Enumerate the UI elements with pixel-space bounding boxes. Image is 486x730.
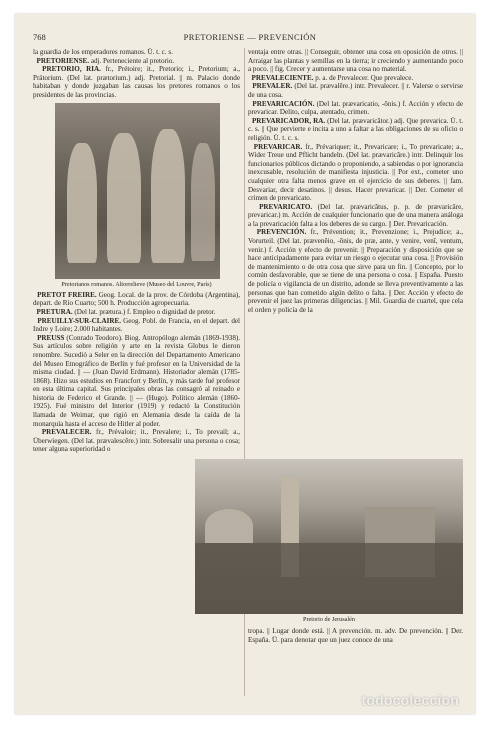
right-column (248, 48, 463, 314)
entry-prevaleciente (248, 74, 463, 83)
watermark-text: todocoleccion (361, 692, 459, 708)
entry-prevaricador (248, 117, 463, 143)
book-page (15, 14, 475, 714)
figure-jerusalem (195, 459, 463, 623)
left-column (33, 48, 240, 454)
entry-pretoriense (33, 57, 240, 66)
definition: fr., Prévariquer; it., Prevaricare; i., To prevaricate; a., Wider Treue und Pflicht handeln. (Del lat. prævaricāre.) intr. Delinquir los funcionarios públicos dictando o proponiendo, a sabiendas o por ignorancia inexcusable, resolución de manifiesta injusticia. || Por ext., cometer uno cualquier otra falta menos grave en el ejercicio de sus deberes. || fam. Desvariar, decir desatinos. || desus. Hacer prevaricar. || Der. Cometer el crimen de prevaricato. (248, 142, 463, 203)
definition: (Del lat. prætura.) f. Empleo o dignidad de pretor. (74, 307, 216, 316)
headword: PRETORIENSE. (36, 56, 90, 65)
entry-continuation: ventaja entre otras. || Conseguir, obtener una cosa en oposición de otros. || Arraigar las plantas y semillas en la tierra; ir creciendo y aumentando poco a poco. || fig. Crecer y aumentarse una cosa no material. (248, 48, 463, 74)
headword: PRETORIO, RIA. (42, 65, 101, 74)
definition: (Conrado Teodoro). Biog. Antropólogo alemán (1869-1938). Sus artículos sobre religión y arte en la revista Globus le dieron renombre. Sucedió a Seler en la dirección del Departamento Americano del Museo Etnográfico de Berlín y fué profesor en la Universidad de la misma ciudad. || — (Juan David Erdmann). Historiador alemán (1785-1868). Hizo sus estudios en Francfort y Berlín, y más tarde fué profesor en esta última capital. Sus principales obras las consagró al reinado e historia de Federico el Grande. || — (Hugo). Político alemán (1860-1925). Fué ministro del Interior (1919) y redactó la Constitución llamada de Weimar, que rigió en Alemania desde la caída de la monarquía hasta el acceso de Hitler al poder. (33, 333, 240, 428)
definition: Geog. Pobl. de Francia, en el depart. del Indre y Loire; 2.000 habitantes. (33, 316, 240, 334)
page-header (33, 32, 467, 44)
definition: (Del lat. prævalēre.) intr. Prevalecer. || r. Valerse o servirse de una cosa. (248, 82, 463, 99)
figure-caption: Pretorianos romanos. Altorrelieve (Museo del Louvre, París) (61, 280, 212, 288)
entry-prevaler (248, 82, 463, 99)
entry-preuss (33, 334, 240, 429)
headword: PREVALER. (252, 82, 293, 91)
entry-continuation: la guardia de los emperadores romanos. Ü. t. c. s. (33, 48, 173, 56)
definition: fr., Prétoire; it., Pretorio; i., Pretorium; a., Prätorium. (Del lat. prætorium.) adj. Pretorial. || m. Palacio donde habitaban y donde juzgaban las causas los pretores romanos o los presidentes de las provincias. (33, 65, 240, 99)
entry-prevalecer (33, 428, 240, 454)
running-title: PRETORIENSE — PREVENCIÓN (183, 32, 317, 42)
definition: (Del lat. prævaricātor.) adj. Que prevarica. Ü. t. c. s. || Que pervierte e incita a uno a faltar a las obligaciones de su oficio o religión. Ü. t. c. s. (248, 116, 464, 142)
headword: PREVALECIENTE. (251, 73, 314, 82)
headword: PREVALECER. (41, 428, 92, 437)
definition: p. a. de Prevalecer. Que prevalece. (315, 73, 414, 82)
entry-prevaricar (248, 143, 463, 203)
headword: PREVENCIÓN. (256, 228, 307, 237)
entry-prevencion (248, 228, 463, 314)
entry-preuilly (33, 317, 240, 334)
definition: fr., Prévaloir; it., Prevalere; i., To prevail; a., Überwiegen. (Del lat. prævalescĕre.) intr. Sobresalir una persona o cosa; tener alguna superioridad o (33, 428, 240, 454)
headword: PREVARICAR. (253, 142, 303, 151)
left-column-tail (248, 627, 463, 644)
headword: PREUSS (37, 333, 65, 342)
entry-pretorio (33, 65, 240, 99)
entry-continuation: tropa. || Lugar donde está. || A prevención. m. adv. De prevención. || Der. España. Ü. para denotar que un juez conoce de una (248, 627, 463, 644)
headword: PREVARICACIÓN. (252, 99, 315, 108)
headword: PRETURA. (36, 307, 73, 316)
figure-relief (33, 103, 240, 288)
jerusalem-photo (195, 459, 463, 614)
headword: PREVARICADOR, RA. (251, 116, 326, 125)
headword: PREVARICATO. (259, 202, 313, 211)
entry-prevaricato (248, 203, 463, 229)
figure-caption: Pretorio de Jerusalén (303, 616, 355, 623)
headword: PRETOT FREIRE. (37, 290, 97, 299)
definition: (Del lat. prævaricātus, p. p. de prævaricāre, prevaricar.) m. Acción de cualquier funcionario que de una manera análoga a la prevaricación falta a los deberes de su cargo. || Der. Prevaricación. (248, 202, 463, 228)
definition: fr., Prévention; it., Prevenzione; i., Prejudice; a., Vorurteil. (Del lat. prævenĕio, -ōnis, de præ, ante, y venire, venī, ventum, venir.) f. Acción y efecto de prevenir. || Preparación y disposición que se hace anticipadamente para evitar un riesgo o ejecutar una cosa. || Provisión de mantenimiento o de otra cosa que sirve para un fin. || Concepto, por lo común desfavorable, que se tiene de una persona o cosa. || España. Puesto de policía o vigilancia de un distrito, adonde se lleva preventivamente a las personas que han cometido algún delito o falta. || Der. Acción y efecto de prevenir el juez las primeras diligencias. || Mil. Guardia de cuartel, que cela el orden y policía de la (248, 228, 463, 314)
entry-pretot (33, 291, 240, 308)
definition: adj. Perteneciente al pretorio. (90, 56, 175, 65)
entry-prevaricacion (248, 100, 463, 117)
relief-photo (55, 103, 220, 279)
page-number: 768 (33, 32, 46, 42)
entry-pretura (33, 308, 240, 317)
definition: Geog. Local. de la prov. de Córdoba (Argentina), depart. de Río Cuarto; 500 h. Producción agropecuaria. (33, 290, 241, 308)
headword: PREUILLY-SUR-CLAIRE. (37, 316, 121, 325)
watermark (362, 692, 460, 708)
definition: (Del lat. prævaricatio, -ōnis.) f. Acción y efecto de prevaricar. Delito, culpa, atentado, crimen. (248, 99, 463, 117)
